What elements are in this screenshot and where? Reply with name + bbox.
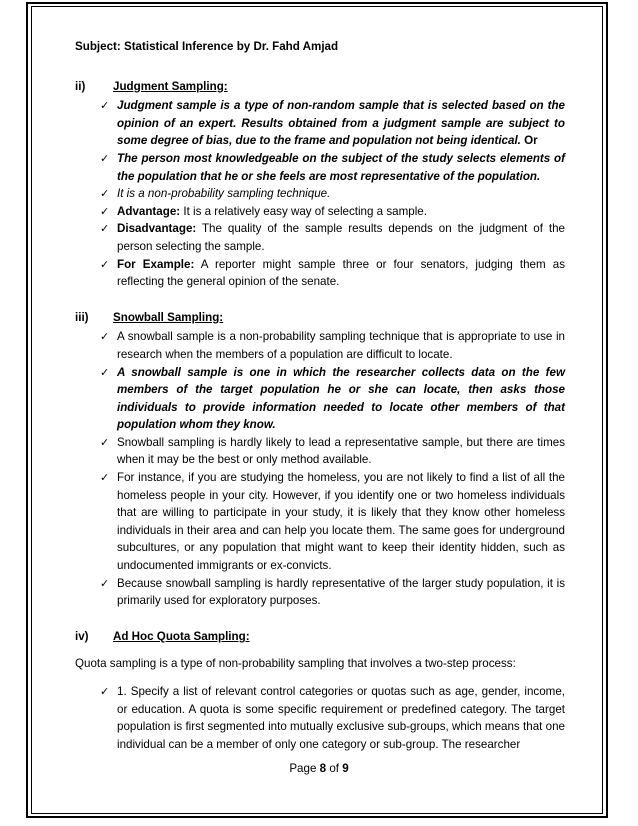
section-heading-quota — [75, 628, 565, 646]
section-heading-judgment — [75, 78, 565, 96]
list-item: ✓ For Example: A reporter might sample three or four senators, judging them as reflecting the general opinion of the senate. — [100, 257, 565, 289]
judgment-list — [75, 97, 565, 291]
snowball-list — [75, 328, 565, 610]
list-item: ✓ A snowball sample is one in which the researcher collects data on the few members of the target population he or she can locate, then asks those individuals to provide information needed to locate other members of that population whom they know. — [100, 365, 565, 432]
page-total: 9 — [342, 762, 349, 775]
list-item: ✓ Advantage: It is a relatively easy way of selecting a sample. — [75, 203, 565, 221]
section-number: iv) — [75, 629, 89, 643]
check-icon: ✓ — [100, 576, 110, 590]
list-item: ✓ Because snowball sampling is hardly representative of the larger study population, it is primarily used for exploratory purposes. — [100, 576, 565, 608]
page-content — [75, 38, 565, 753]
check-icon: ✓ — [100, 365, 110, 379]
check-icon: ✓ — [100, 471, 110, 485]
list-item: ✓ Disadvantage: The quality of the sample results depends on the judgment of the person selecting the sample. — [100, 222, 565, 253]
check-icon: ✓ — [100, 330, 110, 344]
page-footer: Page 8 of 9 — [289, 762, 349, 775]
quota-intro: Quota sampling is a type of non-probability sampling that involves a two-step process: — [75, 657, 516, 671]
spacer — [75, 291, 565, 309]
check-icon: ✓ — [100, 435, 110, 449]
list-item: ✓ A snowball sample is a non-probability sampling technique that is appropriate to use in research when the members of a population are difficult to locate. — [100, 330, 565, 361]
list-item: ✓ Judgment sample is a type of non-random sample that is selected based on the opinion of an expert. Results obtained from a judgment sample are subject to some degree of bias, due to the frame and population not being identical. Or — [100, 99, 565, 148]
check-icon: ✓ — [100, 151, 110, 165]
section-title: Snowball Sampling: — [113, 310, 224, 324]
page-number: 8 — [319, 762, 327, 775]
section-number: iii) — [75, 310, 89, 324]
quota-list — [75, 683, 565, 753]
section-number: ii) — [75, 79, 86, 93]
section-title: Judgment Sampling: — [113, 79, 228, 93]
spacer — [75, 610, 565, 628]
list-item: ✓ For instance, if you are studying the homeless, you are not likely to find a list of all the homeless people in your city. However, if you identify one or two homeless individuals that are willing to participate in your study, it is likely that they know other homeless individuals in their area and can help you locate them. The same goes for underground subcultures, or any population that might want to keep their identity hidden, such as undocumented immigrants or ex-convicts. — [100, 471, 565, 573]
check-icon: ✓ — [100, 99, 110, 113]
check-icon: ✓ — [100, 257, 110, 271]
page-subject: Subject: Statistical Inference by Dr. Fahd Amjad — [75, 40, 339, 53]
check-icon: ✓ — [100, 187, 110, 201]
list-item: ✓ 1. Specify a list of relevant control categories or quotas such as age, gender, income, or education. A quota is some specific requirement or predefined category. The target population is first segmented into mutually exclusive sub-groups, which means that one individual can be a member of only one category or sub-group. The researcher — [100, 685, 565, 751]
check-icon: ✓ — [100, 222, 110, 236]
list-item: ✓ The person most knowledgeable on the subject of the study selects elements of the population that he or she feels are most representative of the population. — [100, 151, 565, 183]
section-heading-snowball — [75, 309, 565, 327]
list-item: ✓ It is a non-probability sampling technique. — [75, 185, 565, 203]
check-icon: ✓ — [100, 685, 110, 698]
section-title: Ad Hoc Quota Sampling: — [113, 629, 250, 643]
list-item: ✓ Snowball sampling is hardly likely to lead a representative sample, but there are times when it may be the best or only method available. — [100, 435, 565, 467]
check-icon: ✓ — [100, 204, 110, 218]
